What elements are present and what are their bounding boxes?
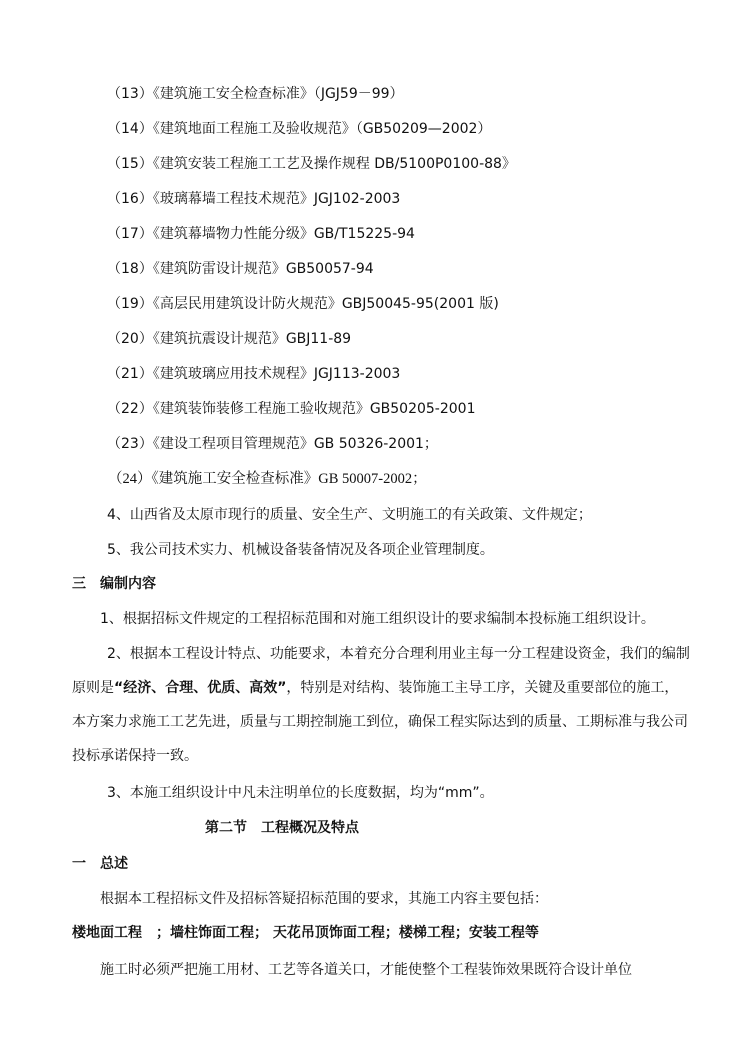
reference-14: （14）《建筑地面工程施工及验收规范》（GB50209—2002） — [107, 121, 492, 137]
reference-18: （18）《建筑防雷设计规范》GB50057-94 — [107, 261, 374, 277]
reference-23: （23）《建设工程项目管理规范》GB 50326-2001； — [107, 436, 438, 452]
reference-13: （13）《建筑施工安全检查标准》（JGJ59－99） — [107, 86, 404, 102]
paragraph-2-text-end: ，特别是对结构、装饰施工主导工序，关键及重要部位的施工，本方案力求施工工艺先进，质量与工期控制施工到位，确保工程实际达到的质量、工期标准与我公司投标承诺保持一致。 — [72, 680, 688, 764]
section-3-heading: 三 编制内容 — [72, 576, 156, 592]
section-3-paragraph-3: 3、本施工组织设计中凡未注明单位的长度数据，均为“mm”。 — [107, 785, 494, 801]
reference-21: （21）《建筑玻璃应用技术规程》JGJ113-2003 — [107, 366, 401, 382]
section-1-heading: 一 总述 — [72, 856, 128, 872]
paragraph-2-emphasis: “经济、合理、优质、高效” — [114, 680, 287, 696]
reference-17: （17）《建筑幕墙物力性能分级》GB/T15225-94 — [107, 226, 415, 242]
reference-20: （20）《建筑抗震设计规范》GBJ11-89 — [107, 331, 352, 347]
reference-15: （15）《建筑安装工程施工工艺及操作规程 DB/5100P0100-88》 — [107, 156, 516, 172]
section-1-paragraph-2: 施工时必须严把施工用材、工艺等各道关口，才能使整个工程装饰效果既符合设计单位 — [100, 962, 632, 978]
item-4: 4、山西省及太原市现行的质量、安全生产、文明施工的有关政策、文件规定； — [107, 507, 592, 523]
paragraph-2-text-start: 2、根据本工程设计特点、功能要求，本着充分合理利用业主每一分工程建设资金，我们的编制原则是 — [72, 646, 690, 696]
item-5: 5、我公司技术实力、机械设备装备情况及各项企业管理制度。 — [107, 542, 494, 558]
reference-19: （19）《高层民用建筑设计防火规范》GBJ50045-95(2001 版) — [107, 296, 499, 312]
section-3-paragraph-1: 1、根据招标文件规定的工程招标范围和对施工组织设计的要求编制本投标施工组织设计。 — [100, 611, 655, 627]
chapter-title: 第二节 工程概况及特点 — [205, 820, 359, 836]
section-1-paragraph-1: 根据本工程招标文件及招标答疑招标范围的要求，其施工内容主要包括： — [100, 891, 548, 907]
scope-of-work: 楼地面工程 ；墙柱饰面工程； 天花吊顶饰面工程；楼梯工程；安装工程等 — [72, 925, 539, 941]
reference-16: （16）《玻璃幕墙工程技术规范》JGJ102-2003 — [107, 191, 401, 207]
reference-24: （24）《建筑施工安全检查标准》GB 50007-2002； — [108, 471, 427, 487]
section-3-paragraph-2 — [72, 637, 692, 773]
reference-22: （22）《建筑装饰装修工程施工验收规范》GB50205-2001 — [107, 401, 476, 417]
